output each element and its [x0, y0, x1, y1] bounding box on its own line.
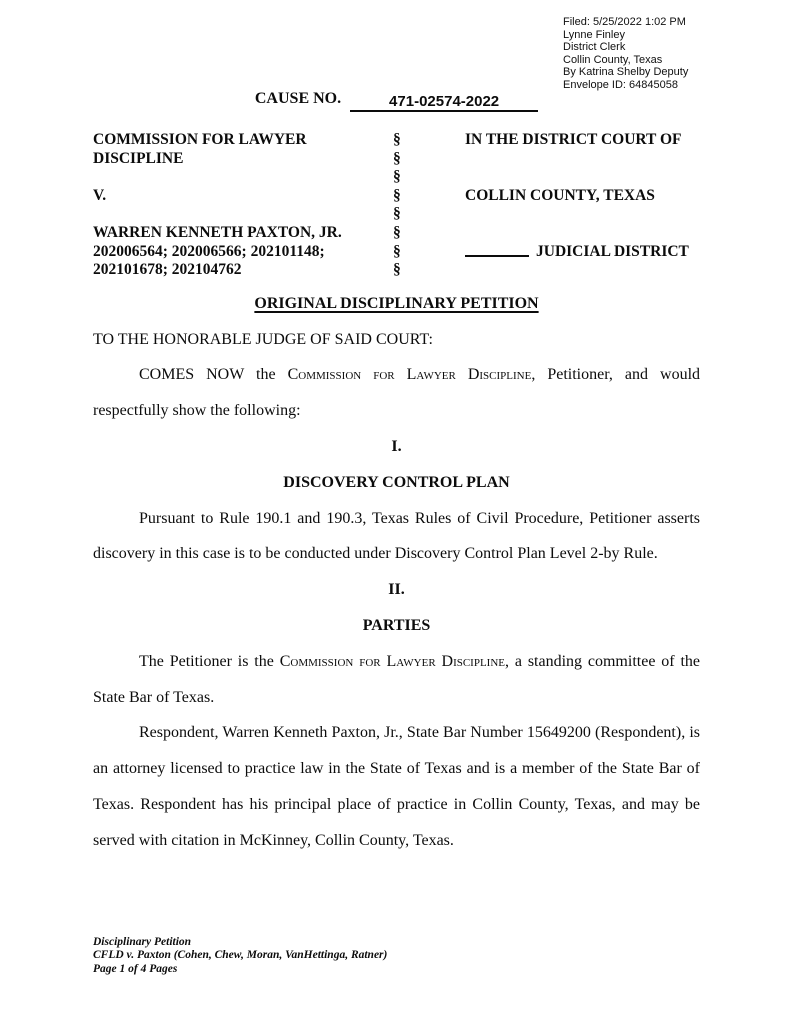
section-2-numeral: II.: [388, 581, 405, 599]
footer-page-number: Page 1 of 4 Pages: [93, 962, 178, 975]
cause-number-value: 471-02574-2022: [389, 93, 500, 110]
discovery-plan-paragraph: Pursuant to Rule 190.1 and 190.3, Texas Rules of Civil Procedure, Petitioner asserts discovery in this case is to be conducted under Discovery Control Plan Level 2-by Rule.: [93, 509, 700, 563]
judicial-district-blank: [465, 255, 529, 257]
section-symbol: §: [393, 186, 401, 204]
filing-stamp-line: District Clerk: [563, 41, 626, 54]
section-symbol: §: [393, 205, 401, 223]
petitioner-text: , a standing committee of the State Bar of Texas.: [93, 652, 700, 706]
caption-party-line: COMMISSION FOR LAWYER: [93, 131, 307, 148]
respondent-paragraph: Respondent, Warren Kenneth Paxton, Jr., State Bar Number 15649200 (Respondent), is an attorney licensed to practice law in the State of Texas and is a member of the State Bar of Texas. Respondent has his principal place of practice in Collin County, Texas, and may be served with citation in McKinney, Collin County, Texas.: [93, 724, 700, 849]
caption-party-line: WARREN KENNETH PAXTON, JR.: [93, 223, 342, 241]
caption-court-line: IN THE DISTRICT COURT OF: [465, 131, 682, 148]
section-2-heading: PARTIES: [362, 616, 431, 634]
caption-party-line: [93, 205, 393, 224]
caption-court-line: [465, 261, 700, 280]
section-1-numeral: I.: [391, 437, 402, 455]
petitioner-name-smallcaps: Commission for Lawyer Discipline: [287, 366, 532, 384]
page-footer: [93, 936, 387, 976]
footer-case-reference: CFLD v. Paxton (Cohen, Chew, Moran, VanHettinga, Ratner): [93, 949, 388, 962]
section-1-heading: DISCOVERY CONTROL PLAN: [283, 473, 510, 491]
caption-party-line: [93, 168, 393, 187]
caption-court-line: [465, 150, 700, 169]
petition-body: [93, 286, 700, 859]
caption-case-numbers-line: 202006564; 202006566; 202101148;: [93, 242, 325, 260]
section-symbol: §: [393, 223, 401, 241]
caption-court-line: [465, 205, 700, 224]
comes-now-text: , Petitioner, and would respectfully show the following:: [93, 366, 701, 420]
section-symbol: §: [393, 261, 401, 279]
petitioner-paragraph: [93, 644, 700, 716]
comes-now-text: COMES NOW the: [139, 366, 288, 384]
filing-stamp-line: Lynne Finley: [563, 28, 625, 41]
filing-stamp-line: Envelope ID: 64845058: [563, 78, 678, 91]
filing-stamp-line: Filed: 5/25/2022 1:02 PM: [563, 16, 686, 28]
caption-judicial-district-line: [465, 243, 700, 262]
comes-now-paragraph: [93, 357, 700, 429]
caption-court-line: COLLIN COUNTY, TEXAS: [465, 186, 655, 204]
petitioner-text: The Petitioner is the: [139, 652, 280, 670]
petitioner-name-smallcaps: Commission for Lawyer Discipline: [279, 652, 506, 670]
caption-section-symbol-column: [393, 131, 465, 280]
caption-case-numbers-line: 202101678; 202104762: [93, 261, 242, 279]
cause-number-blank: [350, 93, 538, 112]
section-symbol: §: [393, 242, 401, 260]
filing-stamp-line: Collin County, Texas: [563, 53, 663, 66]
section-symbol: §: [393, 131, 401, 148]
caption-court-line: [465, 168, 700, 187]
cause-number-label: CAUSE NO.: [254, 90, 342, 107]
salutation: TO THE HONORABLE JUDGE OF SAID COURT:: [93, 330, 433, 348]
caption-court-line: JUDICIAL DISTRICT: [536, 242, 689, 260]
caption-parties-column: [93, 131, 393, 280]
footer-document-title: Disciplinary Petition: [93, 936, 192, 948]
section-symbol: §: [393, 149, 401, 167]
caption-court-line: [465, 224, 700, 243]
petition-title: ORIGINAL DISCIPLINARY PETITION: [254, 294, 539, 312]
caption-court-column: [465, 131, 700, 280]
caption-party-line: V.: [93, 186, 107, 204]
caption-party-line: DISCIPLINE: [93, 149, 184, 167]
filing-stamp: [563, 16, 688, 92]
section-symbol: §: [393, 168, 401, 186]
cause-number-row: [93, 89, 700, 112]
case-caption: [93, 131, 700, 280]
filing-stamp-line: By Katrina Shelby Deputy: [563, 66, 689, 79]
